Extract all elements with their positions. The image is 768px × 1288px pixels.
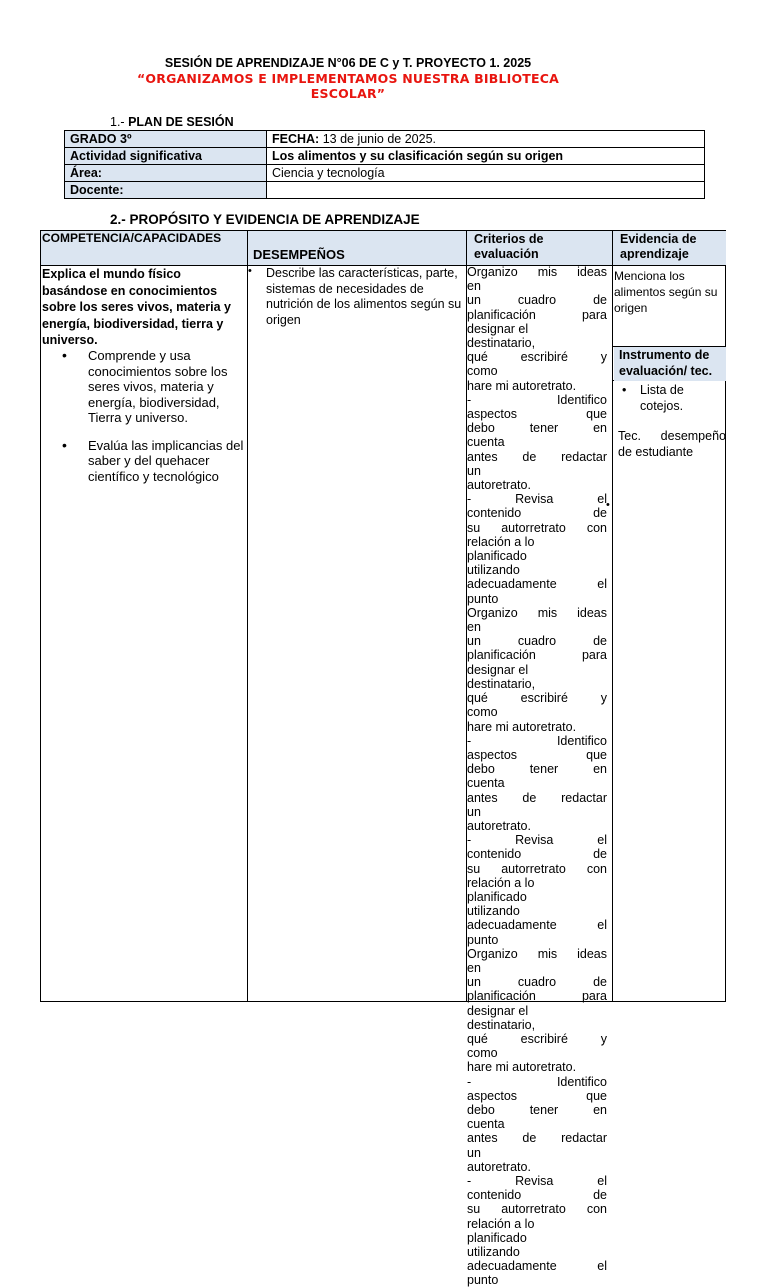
criterio-line: planificado <box>467 889 527 904</box>
criterio-line: como <box>467 364 498 379</box>
criterio-line: - Revisa el <box>467 492 607 507</box>
criterio-line: designar el <box>467 1003 529 1018</box>
criterio-line: un cuadro de <box>467 975 607 990</box>
criterio-line: en <box>467 279 481 294</box>
criterio-line: punto <box>467 932 499 947</box>
criterios-header-line-1: Criterios de <box>474 232 544 246</box>
project-title-line-2: ESCOLAR” <box>310 86 386 101</box>
criterio-line: destinatario, <box>467 676 536 691</box>
criterio-line: un <box>467 804 481 819</box>
section-2-title: PROPÓSITO Y EVIDENCIA DE APRENDIZAJE <box>129 212 420 227</box>
project-title <box>130 71 566 101</box>
docente-label: Docente: <box>65 182 267 199</box>
area-value: Ciencia y tecnología <box>267 165 705 182</box>
criterio-line: su autorretrato con <box>467 520 607 535</box>
criterio-line: utilizando <box>467 904 520 919</box>
criterio-line: antes de redactar <box>467 449 607 464</box>
criterio-line: debo tener en <box>467 762 607 777</box>
session-title: SESIÓN DE APRENDIZAJE N°06 DE C y T. PROYECTO 1. 2025 <box>164 56 532 70</box>
criterios-text <box>467 265 607 1288</box>
criterio-line: qué escribiré y <box>467 350 607 365</box>
criterio-line: aspectos que <box>467 407 607 422</box>
criterio-line: cuenta <box>467 776 505 791</box>
criterio-line: debo tener en <box>467 421 607 436</box>
competencia-title: Explica el mundo físico basándose en conocimientos sobre los seres vivos, materia y energía, biodiversidad, tierra y universo. <box>42 267 231 347</box>
criterios-header <box>474 232 543 262</box>
actividad-value: Los alimentos y su clasificación según su origen <box>267 148 705 165</box>
criterio-line: en <box>467 960 481 975</box>
criterio-line: cuenta <box>467 1117 505 1132</box>
criterio-line: antes de redactar <box>467 1131 607 1146</box>
criterio-line: autoretrato. <box>467 818 531 833</box>
criterio-line: planificado <box>467 549 527 564</box>
criterio-line: adecuadamente el <box>467 918 607 933</box>
section-1-title: PLAN DE SESIÓN <box>128 115 234 129</box>
evidencia-text: Menciona los alimentos según su origen <box>614 269 718 315</box>
criterio-line: relación a lo <box>467 534 535 549</box>
criterio-line: aspectos que <box>467 1088 607 1103</box>
criterio-line: utilizando <box>467 563 520 578</box>
criterio-line: - Identifico <box>467 392 607 407</box>
criterio-line: punto <box>467 1273 499 1288</box>
criterio-line: contenido de <box>467 506 607 521</box>
criterio-line: relación a lo <box>467 875 535 890</box>
criterio-line: planificación para <box>467 989 607 1004</box>
criterio-line: aspectos que <box>467 747 607 762</box>
criterios-header-line-2: evaluación <box>474 247 539 261</box>
fecha-value: 13 de junio de 2025. <box>322 132 436 146</box>
criterio-line: Organizo mis ideas <box>467 605 607 620</box>
instrumento-item: • Lista de cotejos. <box>614 382 726 414</box>
criterio-line: su autorretrato con <box>467 861 607 876</box>
criterio-line: en <box>467 620 481 635</box>
capacidad-item: • Comprende y usa conocimientos sobre los seres vivos, materia y energía, biodiversidad, Tierra y universo. <box>42 348 247 426</box>
criterio-line: un <box>467 463 481 478</box>
criterio-line: cuenta <box>467 435 505 450</box>
session-plan-table <box>64 130 705 199</box>
criterio-line: hare mi autoretrato. <box>467 719 577 734</box>
instrumento-list <box>614 382 726 460</box>
criterio-line: qué escribiré y <box>467 691 607 706</box>
criterio-line: un cuadro de <box>467 293 607 308</box>
criterio-line: planificación para <box>467 648 607 663</box>
section-1-number: 1.- <box>110 115 125 129</box>
capacidades-list <box>42 348 247 484</box>
tecnica-text: Tec. desempeño de estudiante <box>618 429 726 459</box>
criterio-line: planificación para <box>467 307 607 322</box>
section-1-heading <box>110 115 234 129</box>
criterio-line: qué escribiré y <box>467 1031 607 1046</box>
actividad-label: Actividad significativa <box>65 148 267 165</box>
criterio-line: como <box>467 1046 498 1061</box>
purpose-evidence-table <box>40 230 726 1288</box>
criterio-line: destinatario, <box>467 1017 536 1032</box>
criterio-line: adecuadamente el <box>467 1259 607 1274</box>
criterio-line: su autorretrato con <box>467 1202 607 1217</box>
evidencia-header <box>620 232 696 262</box>
competencia-header: COMPETENCIA/CAPACIDADES <box>42 231 222 245</box>
section-2-heading <box>110 212 420 227</box>
criterio-line: Organizo mis ideas <box>467 946 607 961</box>
criterio-line: destinatario, <box>467 336 536 351</box>
fecha-label: FECHA: <box>272 132 320 146</box>
criterio-line: autoretrato. <box>467 1159 531 1174</box>
area-label: Área: <box>65 165 267 182</box>
desempenos-header: DESEMPEÑOS <box>253 247 345 262</box>
criterio-line: hare mi autoretrato. <box>467 1060 577 1075</box>
desempeno-text: Describe las características, parte, sistemas de necesidades de nutrición de los alimentos según su origen <box>266 266 462 327</box>
desempeno-item <box>248 266 466 328</box>
criterio-line: un <box>467 1145 481 1160</box>
capacidad-item: • Evalúa las implicancias del saber y del quehacer científico y tecnológico <box>42 438 247 485</box>
bullet-icon: • <box>606 499 610 511</box>
bullet-icon: • <box>248 265 252 277</box>
criterio-line: contenido de <box>467 847 607 862</box>
docente-value <box>267 182 705 199</box>
project-title-line-1: “ORGANIZAMOS E IMPLEMENTAMOS NUESTRA BIBLIOTECA <box>137 71 559 86</box>
criterio-line: utilizando <box>467 1245 520 1260</box>
criterio-line: como <box>467 705 498 720</box>
section-2-number: 2.- <box>110 212 126 227</box>
criterio-line: designar el <box>467 662 529 677</box>
criterio-line: - Identifico <box>467 733 607 748</box>
fecha-cell <box>267 131 705 148</box>
criterio-line: - Identifico <box>467 1074 607 1089</box>
criterio-line: debo tener en <box>467 1102 607 1117</box>
criterio-line: hare mi autoretrato. <box>467 378 577 393</box>
criterio-line: un cuadro de <box>467 634 607 649</box>
instrumento-header: Instrumento de evaluación/ tec. <box>619 348 713 378</box>
criterio-line: antes de redactar <box>467 790 607 805</box>
criterio-line: relación a lo <box>467 1216 535 1231</box>
evidencia-header-line-1: Evidencia de <box>620 232 697 246</box>
criterio-line: - Revisa el <box>467 833 607 848</box>
criterio-line: Organizo mis ideas <box>467 265 607 279</box>
column-divider <box>247 231 248 1001</box>
criterio-line: autoretrato. <box>467 478 531 493</box>
grado-label: GRADO 3º <box>65 131 267 148</box>
criterio-line: adecuadamente el <box>467 577 607 592</box>
criterio-line: planificado <box>467 1230 527 1245</box>
criterio-line: - Revisa el <box>467 1174 607 1188</box>
criterio-line: punto <box>467 591 499 606</box>
criterio-line: contenido de <box>467 1188 607 1203</box>
criterio-line: designar el <box>467 321 529 336</box>
evidencia-header-line-2: aprendizaje <box>620 247 689 261</box>
